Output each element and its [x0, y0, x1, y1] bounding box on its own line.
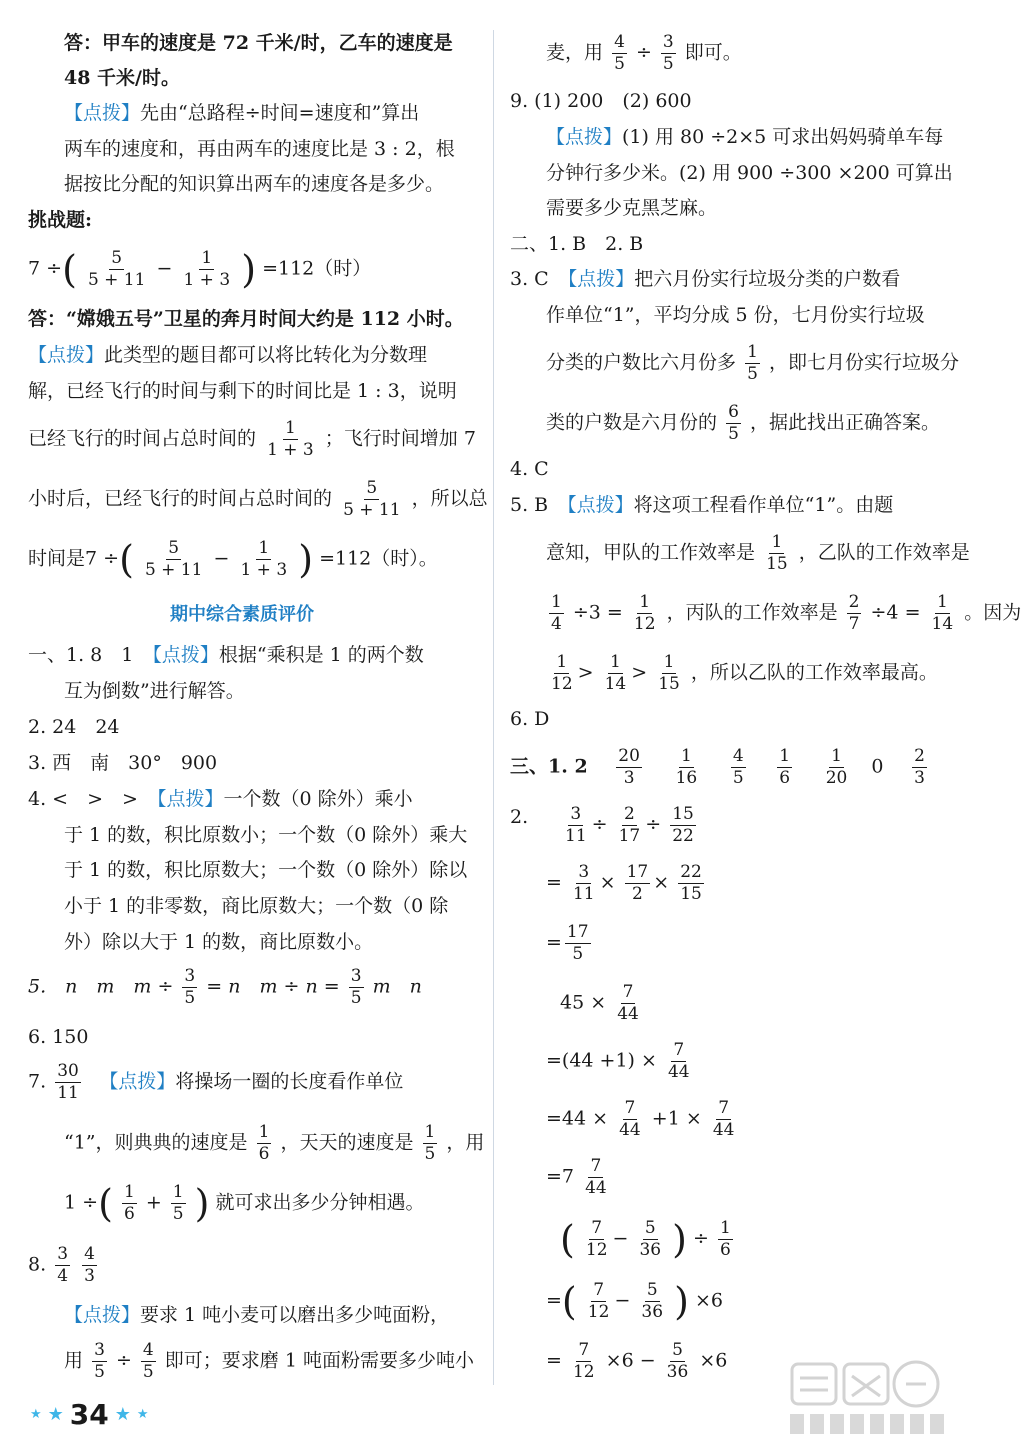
star-icon: ★: [114, 1404, 131, 1425]
calc-b2: =(44 +1) × $\frac{7}{44}$: [546, 1040, 690, 1082]
s2-6: 6. D: [510, 708, 550, 730]
hint-label: 【点拨】: [64, 102, 141, 124]
calc-a1: $\frac{3}{11}$ ÷ $\frac{2}{17}$ ÷ $\frac{15}{22}$: [565, 804, 694, 846]
s2-5: 5. B 【点拨】将这项工程看作单位“1”。由题: [510, 494, 894, 516]
q4-cont-c: 于 1 的数，积比原数大；一个数（0 除外）除以: [64, 859, 468, 881]
s2-5-d: $\frac{1}{12}$ > $\frac{1}{14}$ > $\frac{1}{15}$ ，所以乙队的工作效率最高。: [551, 652, 938, 694]
q9: 9. (1) 200 (2) 600: [510, 90, 692, 112]
s2-3-d: 类的户数是六月份的 $\frac{6}{5}$ ，据此找出正确答案。: [546, 402, 940, 444]
s3-1: 三、1. 2 $\frac{20}{3}$ $\frac{1}{16}$ $\frac{4}{5}$ $\frac{1}{6}$ $\frac{1}{20}$ 0 $\frac{2}{3}$: [510, 746, 925, 788]
calc-a2: = $\frac{3}{11}$ × $\frac{17}{2}$ × $\frac{22}{15}$: [546, 862, 702, 904]
star-icon: ★: [47, 1404, 64, 1425]
s2-3-b: 作单位“1”，平均分成 5 份，七月份实行垃圾: [546, 304, 925, 326]
answer-speeds: 答：甲车的速度是 72 千米/时，乙车的速度是: [64, 32, 453, 54]
calc-c3: = $\frac{7}{12}$ ×6 − $\frac{5}{36}$ ×6: [546, 1340, 728, 1382]
q1: 一、1. 8 1 【点拨】根据“乘积是 1 的两个数: [28, 644, 424, 666]
s2-3-c: 分类的户数比六月份多 $\frac{1}{5}$ ，即七月份实行垃圾分: [546, 342, 959, 384]
calc-c1: ( $\frac{7}{12}$ − $\frac{5}{36}$ ) ÷ $\frac{1}{6}$: [560, 1217, 731, 1262]
hint-2-line-c: 已经飞行的时间占总时间的 $\frac{1}{1 + 3}$ ；飞行时间增加 7: [28, 418, 476, 460]
q9-hint-a: 【点拨】(1) 用 80 ÷2×5 可求出妈妈骑单车每: [546, 126, 944, 148]
hint-2-line-e: 时间是7 ÷( $\frac{5}{5 + 11}$ − $\frac{1}{1 + 3}$ ) =112（时）。: [28, 537, 438, 582]
r0: 麦，用 $\frac{4}{5}$ ÷ $\frac{3}{5}$ 即可。: [546, 32, 742, 74]
calc-b4: =7 $\frac{7}{44}$: [546, 1156, 607, 1198]
hint-2-line-b: 解，已经飞行的时间与剩下的时间比是 1 : 3，说明: [28, 380, 457, 402]
s3-2-label: 2.: [510, 806, 529, 828]
q8: 8. $\frac{3}{4}$ $\frac{4}{3}$: [28, 1244, 95, 1286]
section-title: 期中综合素质评价: [170, 604, 314, 625]
q4-cont-d: 小于 1 的非零数，商比原数大；一个数（0 除: [64, 895, 449, 917]
calc-c2: =( $\frac{7}{12}$ − $\frac{5}{36}$ ) ×6: [546, 1279, 723, 1324]
hint-1-line-c: 据按比分配的知识算出两车的速度各是多少。: [64, 173, 445, 195]
q6: 6. 150: [28, 1026, 89, 1048]
hint-2-line-a: 【点拨】此类型的题目都可以将比转化为分数理: [28, 344, 428, 366]
watermark-logo: [782, 1358, 952, 1440]
q8-hint-b: 用 $\frac{3}{5}$ ÷ $\frac{4}{5}$ 即可；要求磨 1 吨面粉需要多少吨小: [64, 1340, 474, 1382]
q9-hint-c: 需要多少克黑芝麻。: [546, 197, 718, 219]
star-icon: ★: [136, 1407, 149, 1422]
s2-5-b: 意知，甲队的工作效率是 $\frac{1}{15}$ ，乙队的工作效率是: [546, 532, 970, 574]
q3: 3. 西 南 30° 900: [28, 752, 218, 774]
q4-cont-e: 外）除以大于 1 的数，商比原数小。: [64, 931, 374, 953]
s2-4: 4. C: [510, 458, 549, 480]
column-divider: [493, 30, 494, 1385]
q4-cont-b: 于 1 的数，积比原数小；一个数（0 除外）乘大: [64, 824, 468, 846]
s2-5-c: $\frac{1}{4}$ ÷3 = $\frac{1}{12}$ ，丙队的工作效率是 $\frac{2}{7}$ ÷4 = $\frac{1}{14}$ 。因为: [551, 592, 1021, 634]
q1-cont: 互为倒数”进行解答。: [64, 680, 245, 702]
q8-hint-a: 【点拨】要求 1 吨小麦可以磨出多少吨面粉，: [64, 1304, 450, 1326]
q7-cont-c: 1 ÷( $\frac{1}{6}$ + $\frac{1}{5}$ ) 就可求出多少分钟相遇。: [64, 1181, 425, 1226]
q9-hint-b: 分钟行多少米。(2) 用 900 ÷300 ×200 可算出: [546, 162, 953, 184]
hint-1-line-a: 【点拨】先由“总路程÷时间=速度和”算出: [64, 102, 420, 124]
calc-a3: = $\frac{17}{5}$: [546, 922, 589, 964]
q4: 4. < > > 【点拨】一个数（0 除外）乘小: [28, 788, 413, 810]
calc-b3: =44 × $\frac{7}{44}$ +1 × $\frac{7}{44}$: [546, 1098, 735, 1140]
calc-b1: 45 × $\frac{7}{44}$: [560, 982, 639, 1024]
star-icon: ★: [30, 1407, 42, 1422]
challenge-equation: 7 ÷( $\frac{5}{5 + 11}$ − $\frac{1}{1 + 3}$ ) =112（时）: [28, 247, 372, 292]
challenge-heading: 挑战题:: [28, 209, 93, 231]
answer-speeds-cont: 48 千米/时。: [64, 67, 180, 89]
q7: 7. $\frac{30}{11}$ 【点拨】将操场一圈的长度看作单位: [28, 1061, 404, 1103]
s2-3: 3. C 【点拨】把六月份实行垃圾分类的户数看: [510, 268, 901, 290]
q5: 5. n m m ÷ $\frac{3}{5}$ = n m ÷ n = $\frac{3}{5}$ m n: [28, 966, 422, 1008]
hint-1-line-b: 两车的速度和，再由两车的速度比是 3 : 2，根: [64, 138, 455, 160]
s2-1: 二、1. B 2. B: [510, 233, 644, 255]
q7-cont-b: “1”，则典典的速度是 $\frac{1}{6}$ ，天天的速度是 $\frac{1}{5}$ ，用: [64, 1122, 485, 1164]
answer-chang-e: 答：“嫦娥五号”卫星的奔月时间大约是 112 小时。: [28, 308, 464, 330]
page-footer: [30, 1398, 149, 1431]
page-number: 34: [69, 1398, 109, 1431]
q2: 2. 24 24: [28, 716, 120, 738]
hint-2-line-d: 小时后，已经飞行的时间占总时间的 $\frac{5}{5 + 11}$ ，所以总: [28, 478, 488, 520]
